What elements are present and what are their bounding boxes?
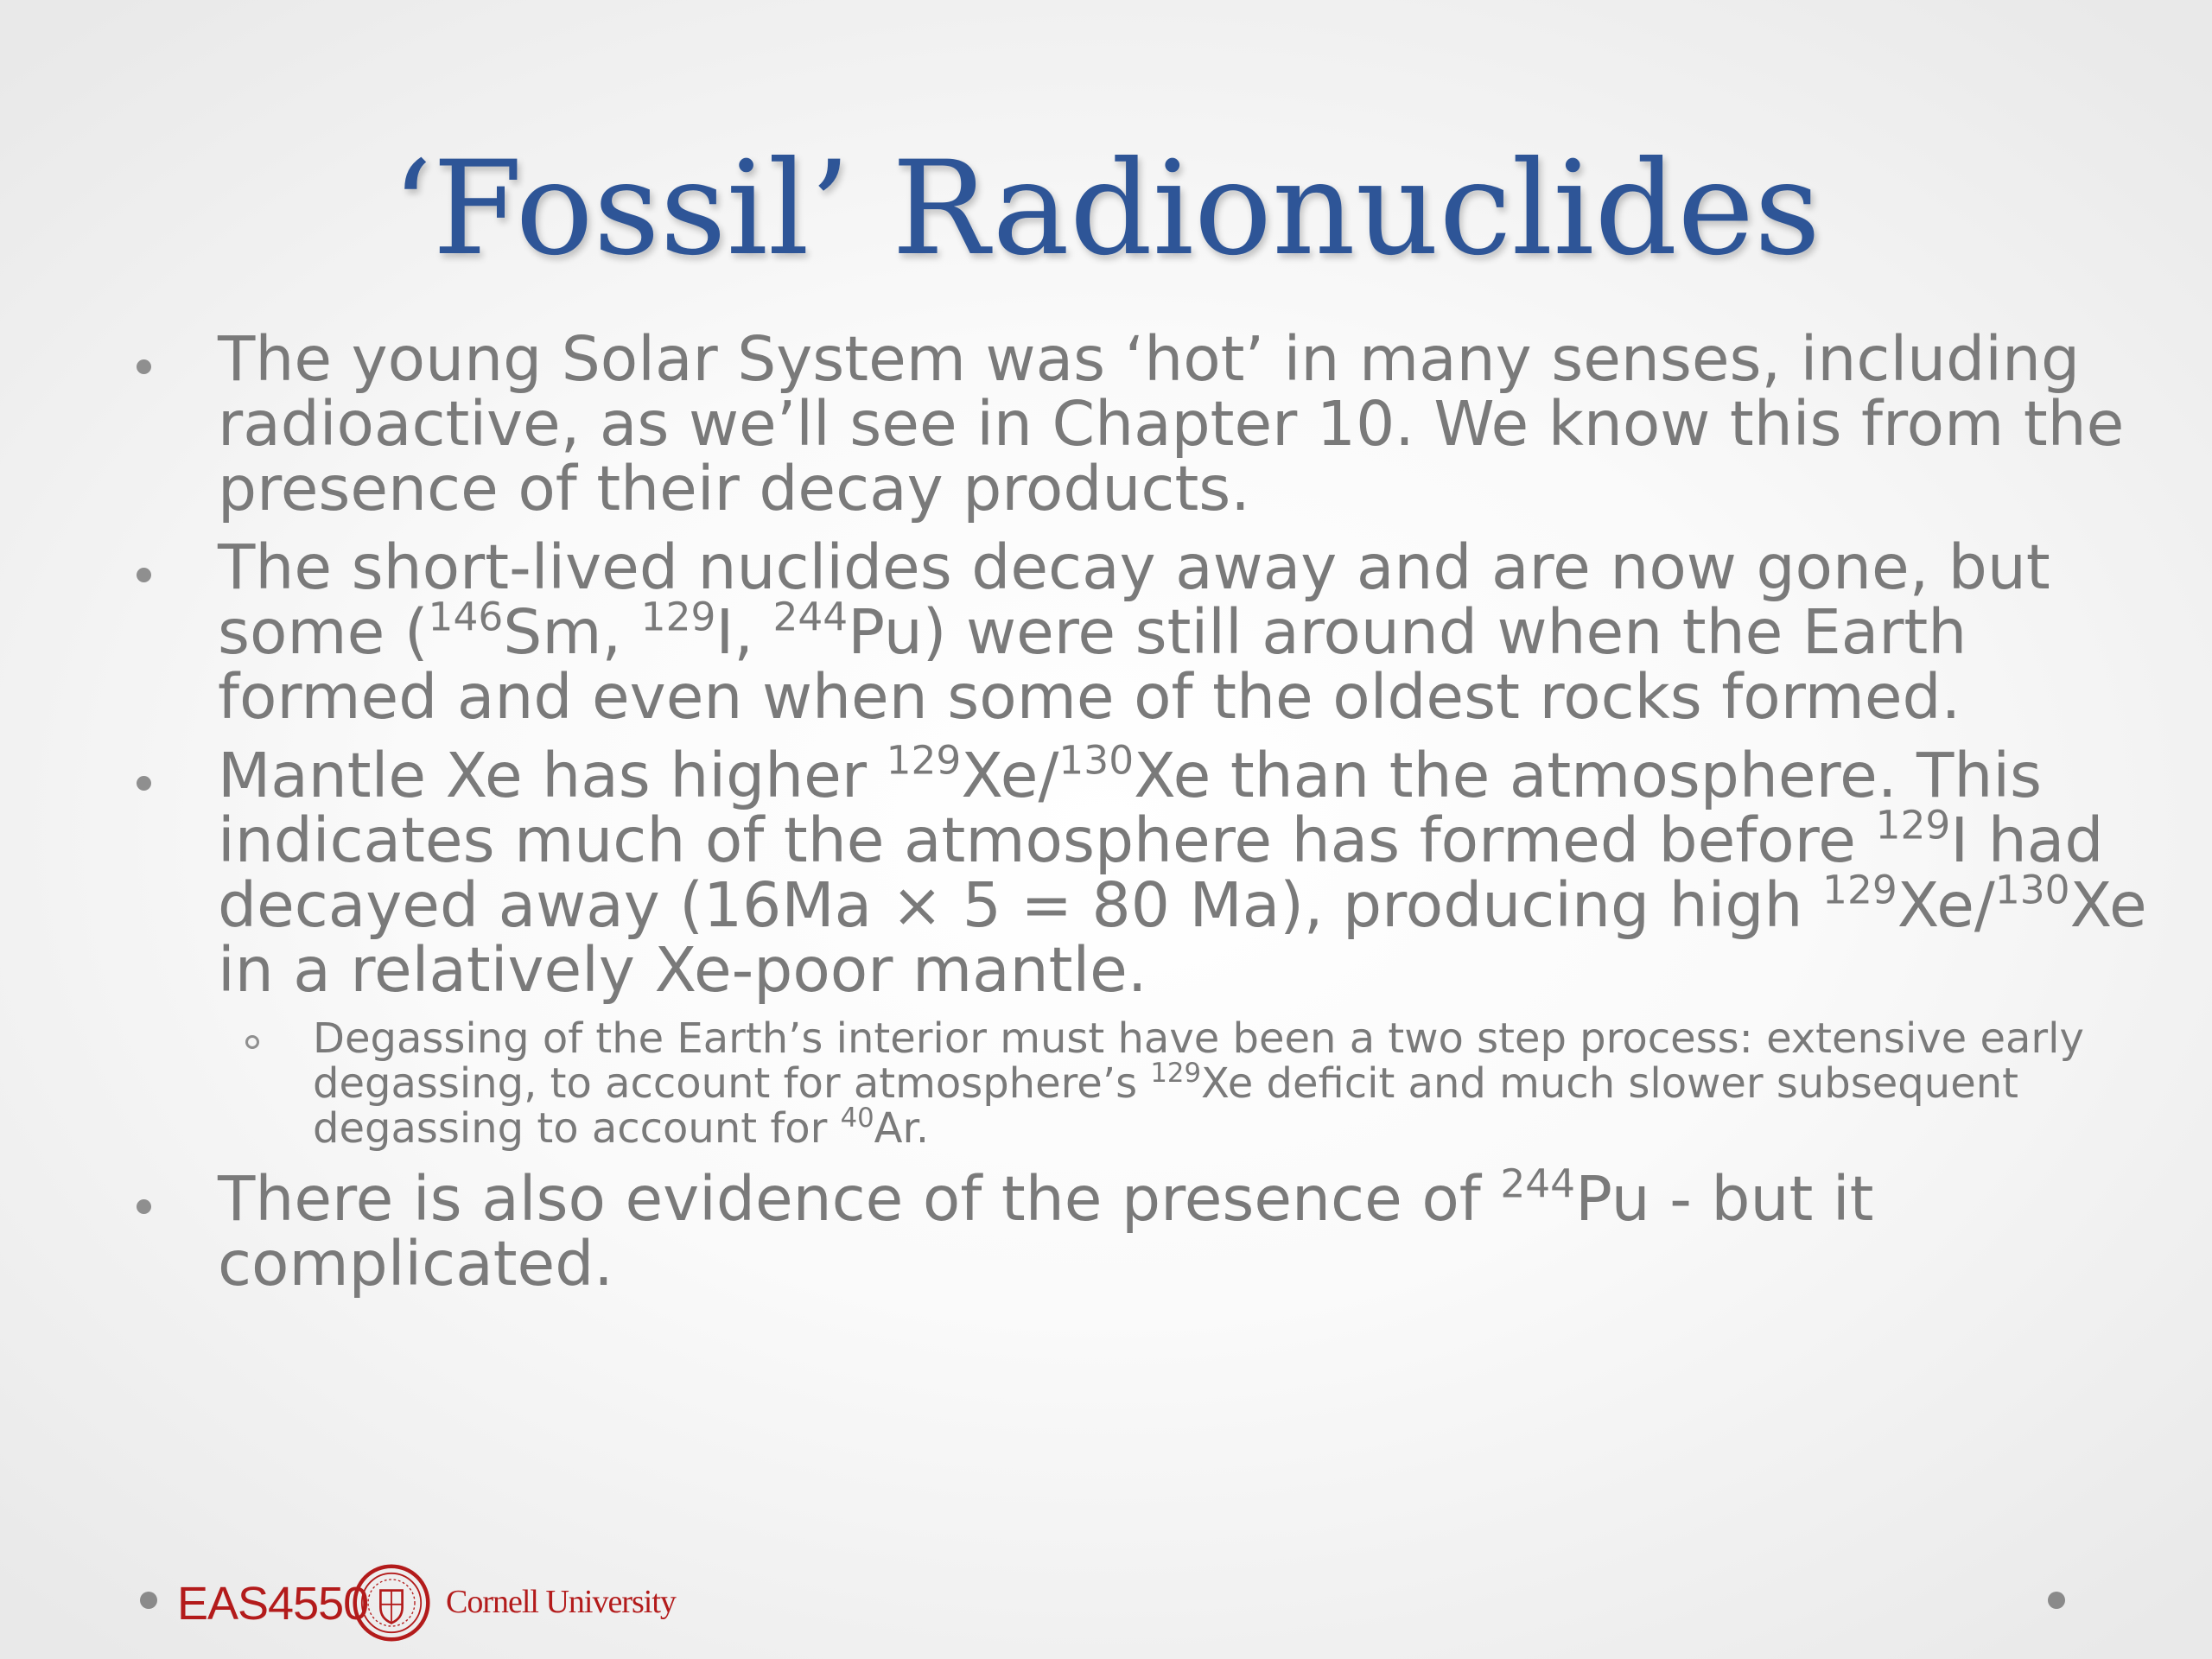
bullet-item: [130, 323, 2152, 524]
bullet-text: The short-lived nuclides decay away and are now gone, but some ($^{146}$Sm, $^{129}$I, $^{244}$Pu) were still around when the Earth formed and even when some of the oldest rocks formed.: [218, 531, 2050, 733]
bullet-dot-icon: [137, 568, 151, 582]
footer-left-dot-icon: [140, 1592, 157, 1609]
sub-bullet-text: Degassing of the Earth’s interior must have been a two step process: extensive early degassing, to account for atmosphere’s $^{129}$Xe deficit and much slower subsequent degassing to account for $^{40}$Ar.: [313, 1014, 2084, 1153]
bullet-dot-icon: [137, 359, 151, 374]
bullet-item: [130, 1160, 2152, 1300]
bullet-item: [130, 737, 2152, 1006]
bullet-item: [130, 531, 2152, 733]
university-name: Cornell University: [446, 1584, 676, 1620]
sub-bullet-item: [130, 1016, 2152, 1151]
bullet-list: [130, 323, 2152, 1310]
bullet-dot-icon: [137, 776, 151, 791]
footer-right-dot-icon: [2048, 1592, 2065, 1609]
bullet-text: The young Solar System was ‘hot’ in many senses, including radioactive, as we’ll see in Chapter 10. We know this from the presence of their decay products.: [218, 323, 2125, 524]
cornell-seal-icon: [353, 1564, 430, 1642]
slide-footer: [0, 1486, 2212, 1659]
sub-bullet-circle-icon: [245, 1035, 259, 1049]
slide-title: ‘Fossil’ Radionuclides: [391, 134, 1821, 284]
bullet-text: Mantle Xe has higher $^{129}$Xe/$^{130}$Xe than the atmosphere. This indicates much of the atmosphere has formed before $^{129}$I had decayed away (16Ma × 5 = 80 Ma), producing high $^{129}$Xe/$^{130}$Xe in a relatively Xe-poor mantle.: [218, 737, 2147, 1006]
course-code: EAS4550: [177, 1578, 369, 1630]
bullet-dot-icon: [137, 1199, 151, 1214]
bullet-text: There is also evidence of the presence of $^{244}$Pu - but it complicated.: [218, 1160, 1874, 1300]
